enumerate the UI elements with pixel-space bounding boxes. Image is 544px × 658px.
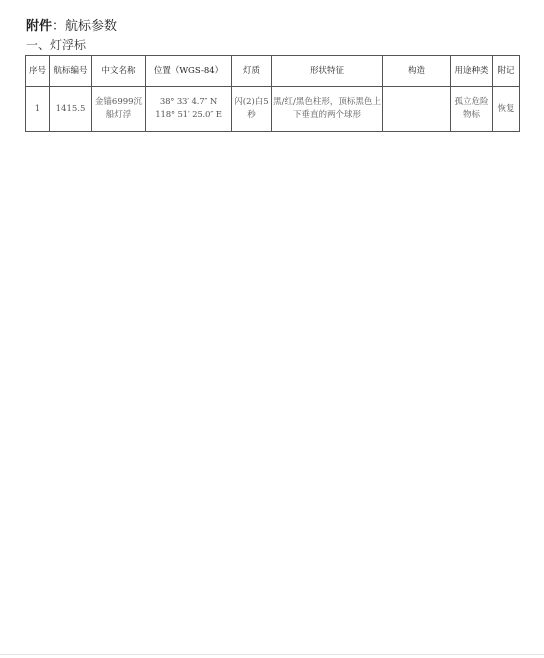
cell-code: 1415.5	[50, 87, 92, 132]
position-longitude: 118° 51′ 25.0″ E	[155, 110, 222, 120]
cell-usage: 孤立危险物标	[451, 87, 493, 132]
header-cell-position: 位置（WGS-84）	[146, 56, 232, 87]
heading-label: 附件	[26, 19, 53, 34]
header-cell-code: 航标编号	[50, 56, 92, 87]
page-bottom-divider	[0, 654, 544, 655]
cell-shape: 黑/红/黑色柱形，顶标黑色上下垂直的两个球形	[272, 87, 383, 132]
cell-remark: 恢复	[493, 87, 520, 132]
cell-seq: 1	[26, 87, 50, 132]
aids-to-navigation-table	[25, 55, 520, 132]
section-title: 一、灯浮标	[26, 38, 87, 52]
cell-light: 闪(2)白5秒	[232, 87, 272, 132]
header-cell-shape: 形状特征	[272, 56, 383, 87]
header-cell-remark: 附记	[493, 56, 520, 87]
table-header-row	[26, 56, 520, 87]
cell-name: 金锚6999沉船灯浮	[92, 87, 146, 132]
table-row	[26, 87, 520, 132]
document-heading	[26, 19, 117, 35]
position-latitude: 38° 33′ 4.7″ N	[159, 97, 218, 107]
cell-structure	[383, 87, 451, 132]
header-cell-seq: 序号	[26, 56, 50, 87]
heading-text: ：航标参数	[52, 19, 118, 34]
header-cell-light: 灯质	[232, 56, 272, 87]
cell-position	[146, 87, 232, 132]
header-cell-structure: 构造	[383, 56, 451, 87]
header-cell-usage: 用途种类	[451, 56, 493, 87]
header-cell-name: 中文名称	[92, 56, 146, 87]
